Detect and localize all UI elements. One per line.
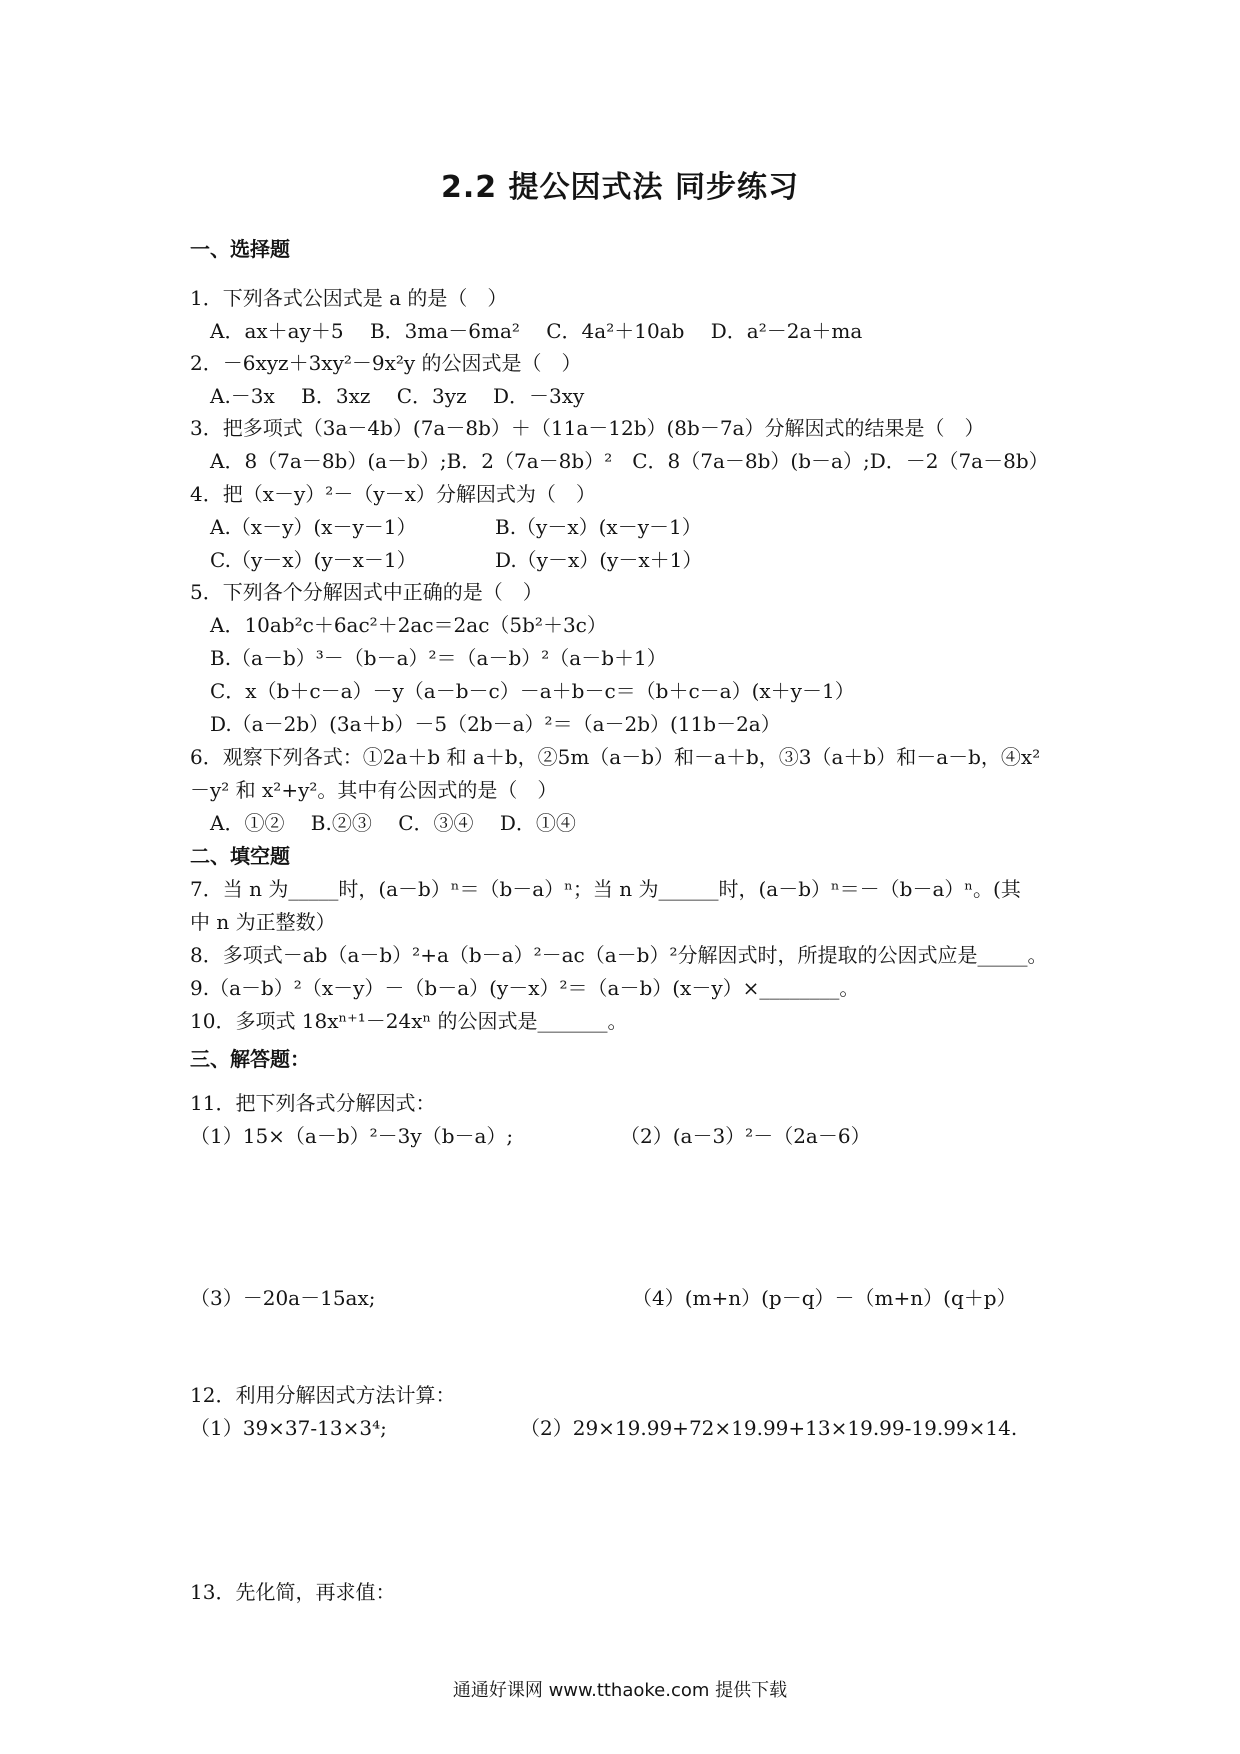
question-7-line-2: 中 n 为正整数） <box>190 910 336 934</box>
question-4-option-b: B.（y－x）(x－y－1） <box>495 515 702 539</box>
question-12: 12．利用分解因式方法计算： <box>190 1383 456 1407</box>
question-12-part-1: （1）39×37-13×3⁴; <box>190 1416 387 1440</box>
question-3: 3．把多项式（3a－4b）(7a－8b）＋（11a－12b）(8b－7a）分解因式的结果是（ ） <box>190 416 985 440</box>
question-3-options: A．8（7a－8b）(a－b）;B．2（7a－8b）² C．8（7a－8b）(b－a）;D．－2（7a－8b） <box>210 449 1049 473</box>
question-1-options: A．ax＋ay＋5 B．3ma－6ma² C．4a²＋10ab D．a²－2a＋ma <box>210 319 863 343</box>
question-4: 4．把（x－y）²－（y－x）分解因式为（ ） <box>190 482 596 506</box>
question-1: 1．下列各式公因式是 a 的是（ ） <box>190 286 508 310</box>
question-11-part-1: （1）15×（a－b）²－3y（b－a）; <box>190 1124 514 1148</box>
page-footer: 通通好课网 www.tthaoke.com 提供下载 <box>452 1680 788 1701</box>
question-11: 11．把下列各式分解因式： <box>190 1091 436 1115</box>
question-4-option-d: D.（y－x）(y－x＋1） <box>495 548 703 572</box>
page-title: 2.2 提公因式法 同步练习 <box>440 170 800 205</box>
section-answer-heading: 三、解答题： <box>190 1047 310 1071</box>
section-choice-heading: 一、选择题 <box>190 237 290 261</box>
question-8: 8．多项式－ab（a－b）²+a（b－a）²－ac（a－b）²分解因式时，所提取的公因式应是_____。 <box>190 943 1048 967</box>
question-11-part-2: （2）(a－3）²－（2a－6） <box>620 1124 871 1148</box>
question-6-line-1: 6．观察下列各式：①2a＋b 和 a＋b，②5m（a－b）和－a＋b，③3（a＋b）和－a－b，④x² <box>190 745 1041 769</box>
question-4-option-a: A.（x－y）(x－y－1） <box>210 515 417 539</box>
question-6-line-2: －y² 和 x²+y²。其中有公因式的是（ ） <box>190 778 558 802</box>
question-5-option-d: D.（a－2b）(3a＋b）－5（2b－a）²＝（a－2b）(11b－2a） <box>210 712 781 736</box>
question-2: 2．－6xyz＋3xy²－9x²y 的公因式是（ ） <box>190 351 582 375</box>
question-7-line-1: 7．当 n 为_____时，(a－b）ⁿ＝（b－a）ⁿ；当 n 为______时，(a－b）ⁿ＝－（b－a）ⁿ。(其 <box>190 877 1021 901</box>
question-5-option-c: C．x（b＋c－a）－y（a－b－c）－a＋b－c＝（b＋c－a）(x＋y－1） <box>210 679 855 703</box>
question-5-option-b: B.（a－b）³－（b－a）²＝（a－b）²（a－b＋1） <box>210 646 667 670</box>
question-4-option-c: C.（y－x）(y－x－1） <box>210 548 417 572</box>
question-11-part-4: （4）(m+n）(p－q）－（m+n）(q＋p） <box>632 1286 1017 1310</box>
question-12-part-2: （2）29×19.99+72×19.99+13×19.99-19.99×14. <box>520 1416 1018 1440</box>
question-9: 9.（a－b）²（x－y）－（b－a）(y－x）²＝（a－b）(x－y）×________。 <box>190 976 860 1000</box>
question-13: 13．先化简，再求值： <box>190 1580 396 1604</box>
question-5-option-a: A．10ab²c＋6ac²＋2ac＝2ac（5b²＋3c） <box>210 613 607 637</box>
question-11-part-3: （3）－20a－15ax; <box>190 1286 376 1310</box>
question-5: 5．下列各个分解因式中正确的是（ ） <box>190 580 543 604</box>
question-10: 10．多项式 18xⁿ⁺¹－24xⁿ 的公因式是_______。 <box>190 1009 628 1033</box>
question-2-options: A.－3x B．3xz C．3yz D．－3xy <box>210 384 585 408</box>
section-fill-heading: 二、填空题 <box>190 844 290 868</box>
question-6-options: A．①② B.②③ C．③④ D．①④ <box>210 811 576 835</box>
